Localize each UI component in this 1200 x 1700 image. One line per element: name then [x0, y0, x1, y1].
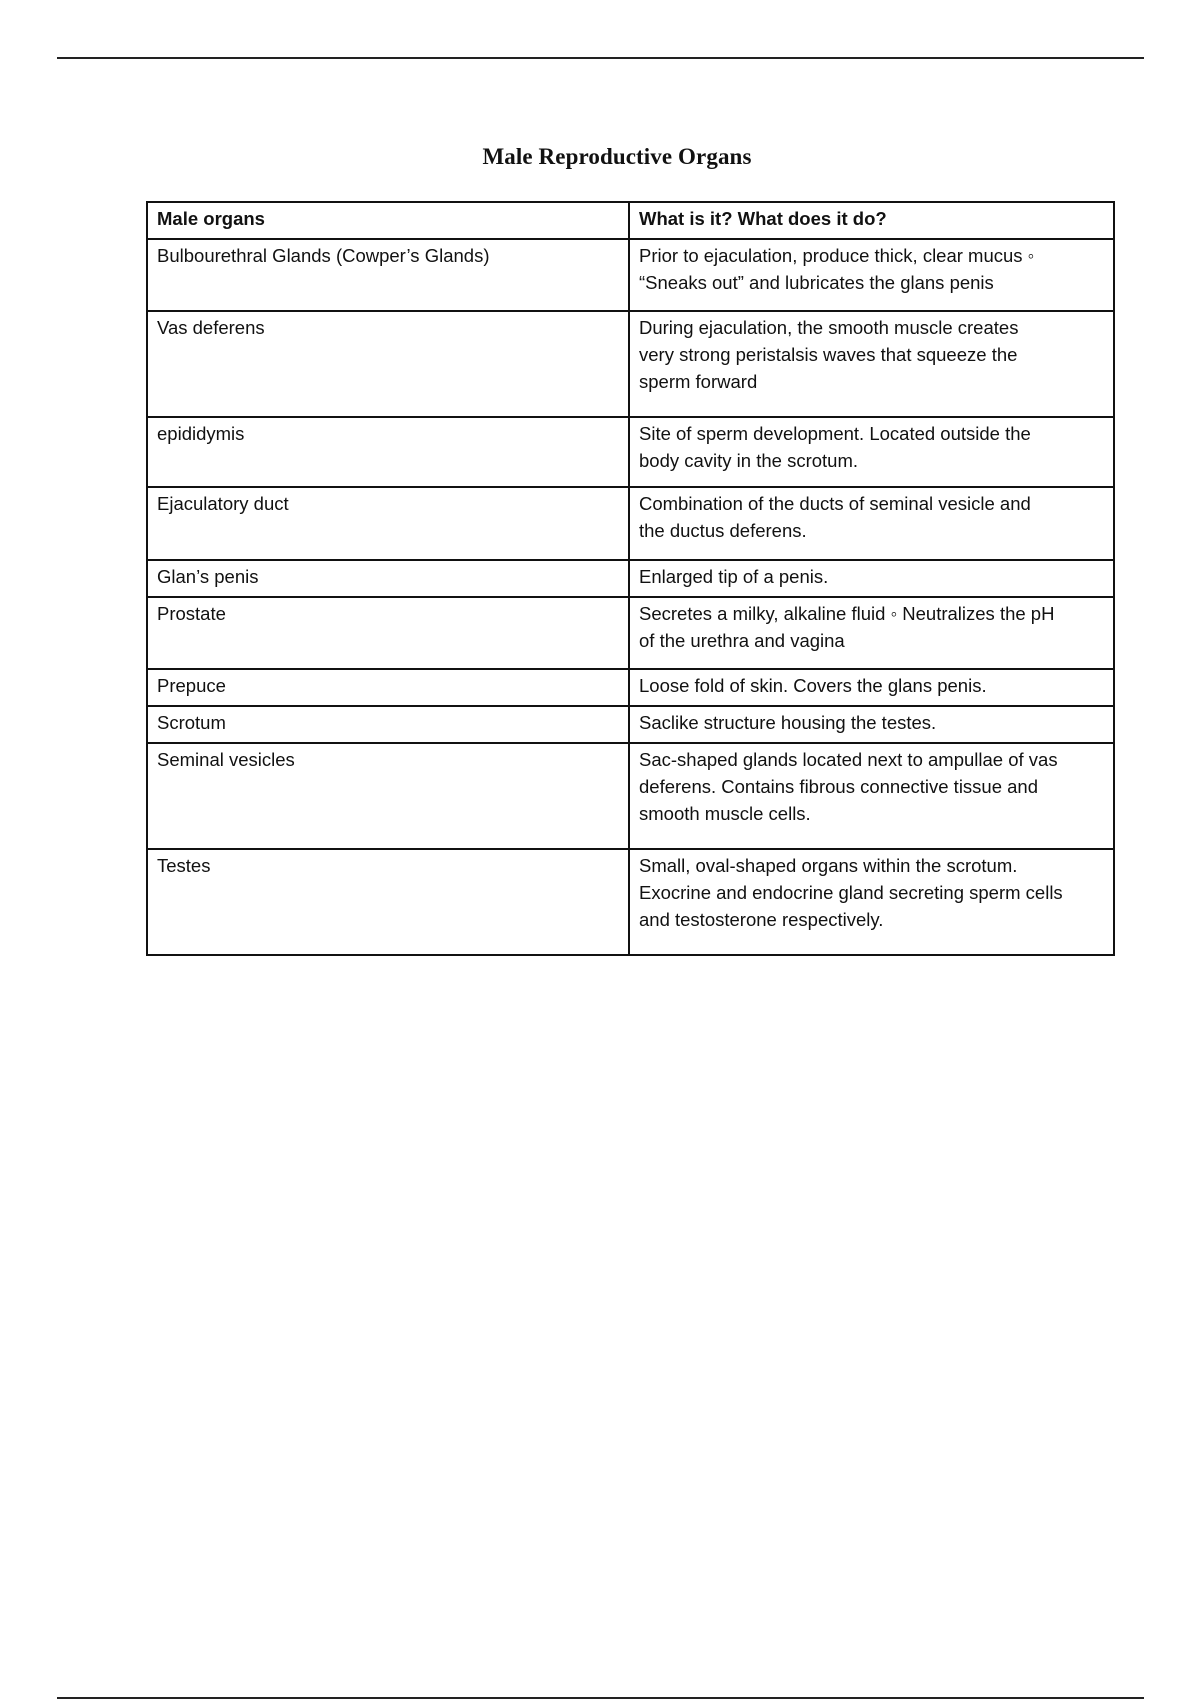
table-row [147, 706, 1114, 743]
organ-description: Loose fold of skin. Covers the glans penis. [629, 669, 1114, 706]
header-description: What is it? What does it do? [629, 202, 1114, 239]
organ-name: Prepuce [147, 669, 629, 706]
organ-name: epididymis [147, 417, 629, 487]
table-row [147, 849, 1114, 955]
table-header-row [147, 202, 1114, 239]
table-row [147, 560, 1114, 597]
organ-description: Combination of the ducts of seminal vesicle and the ductus deferens. [629, 487, 1114, 560]
organ-description: Secretes a milky, alkaline fluid ◦ Neutralizes the pH of the urethra and vagina [629, 597, 1114, 669]
table-row [147, 487, 1114, 560]
organ-description: Site of sperm development. Located outside the body cavity in the scrotum. [629, 417, 1114, 487]
table-row [147, 417, 1114, 487]
bottom-rule [57, 1697, 1144, 1699]
page-title: Male Reproductive Organs [482, 144, 752, 169]
organ-name: Glan’s penis [147, 560, 629, 597]
organ-description: During ejaculation, the smooth muscle creates very strong peristalsis waves that squeeze the sperm forward [629, 311, 1114, 417]
top-rule [57, 57, 1144, 59]
organ-name: Testes [147, 849, 629, 955]
table-row [147, 597, 1114, 669]
table-row [147, 669, 1114, 706]
table-row [147, 743, 1114, 849]
organ-description: Prior to ejaculation, produce thick, clear mucus ◦ “Sneaks out” and lubricates the glans penis [629, 239, 1114, 311]
organs-table [146, 201, 1115, 956]
organ-name: Prostate [147, 597, 629, 669]
organ-description: Enlarged tip of a penis. [629, 560, 1114, 597]
table-row [147, 239, 1114, 311]
organ-description: Sac-shaped glands located next to ampullae of vas deferens. Contains fibrous connective tissue and smooth muscle cells. [629, 743, 1114, 849]
organ-name: Scrotum [147, 706, 629, 743]
organ-description: Saclike structure housing the testes. [629, 706, 1114, 743]
organ-description: Small, oval-shaped organs within the scrotum. Exocrine and endocrine gland secreting sperm cells and testosterone respectively. [629, 849, 1114, 955]
header-male-organs: Male organs [147, 202, 629, 239]
table-row [147, 311, 1114, 417]
organ-name: Vas deferens [147, 311, 629, 417]
organ-name: Ejaculatory duct [147, 487, 629, 560]
organ-name: Bulbourethral Glands (Cowper’s Glands) [147, 239, 629, 311]
organ-name: Seminal vesicles [147, 743, 629, 849]
